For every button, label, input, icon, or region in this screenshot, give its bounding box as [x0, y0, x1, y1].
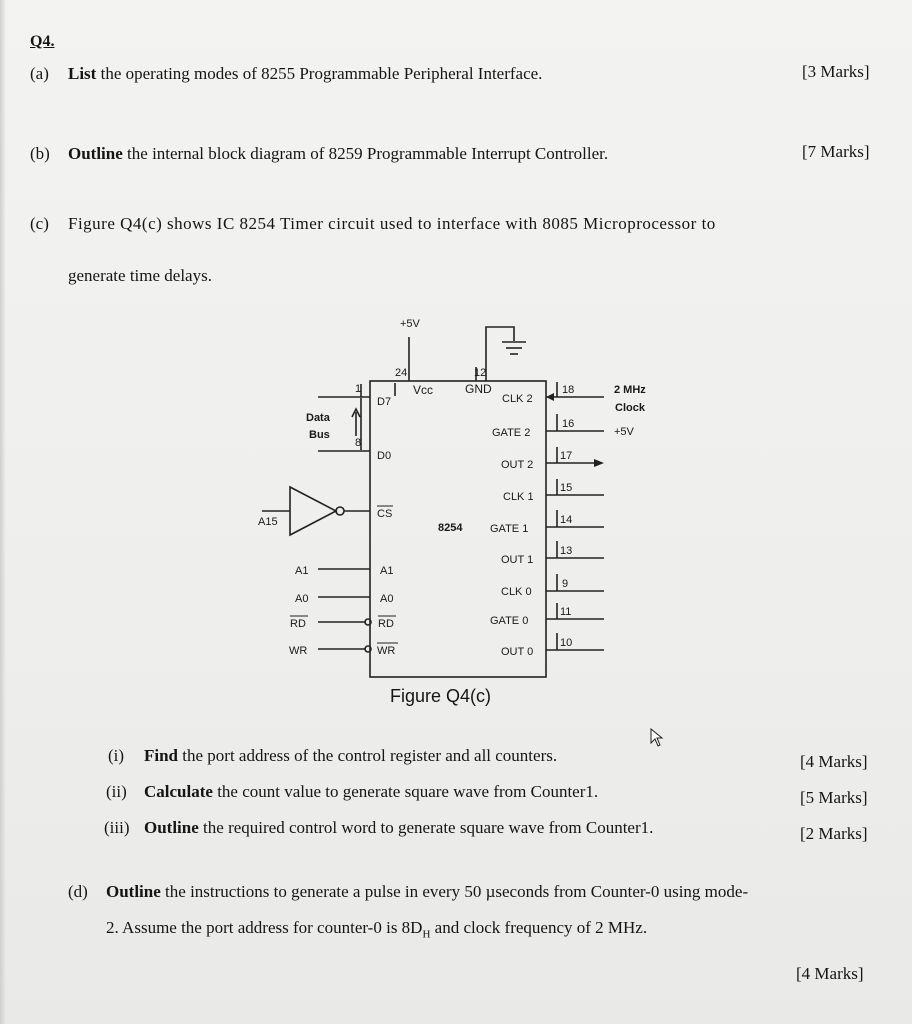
buffer-triangle: [290, 487, 336, 535]
subpart-iii-text: the required control word to generate square wave from Counter1.: [203, 818, 654, 837]
part-b-text: the internal block diagram of 8259 Programmable Interrupt Controller.: [127, 144, 609, 163]
pin-num-17: 17: [560, 450, 573, 462]
part-d-line1: [68, 882, 748, 902]
subpart-i-keyword: Find: [144, 746, 179, 765]
a15-label: A15: [258, 516, 278, 528]
pin-name-gate2: GATE 2: [492, 427, 531, 439]
part-b-keyword: Outline: [68, 144, 123, 163]
pin-num-11: 11: [560, 606, 572, 618]
question-number: Q4.: [30, 33, 55, 50]
part-c-label: (c): [30, 214, 49, 233]
subpart-i-text: the port address of the control register and all counters.: [182, 746, 558, 765]
pin-name-gate0: GATE 0: [490, 615, 529, 627]
subpart-iii: [104, 818, 653, 838]
subpart-ii-label: (ii): [106, 782, 127, 801]
wr-outer-label: WR: [289, 645, 308, 657]
subpart-ii-keyword: Calculate: [144, 782, 213, 801]
pin-num-15: 15: [560, 482, 573, 494]
part-d-label: (d): [68, 882, 88, 901]
d0-label: D0: [377, 450, 392, 462]
mouse-cursor-icon: [650, 728, 666, 748]
pin-num-14: 14: [560, 514, 573, 526]
pin-name-clk0: CLK 0: [501, 586, 532, 598]
subpart-ii: [106, 782, 598, 802]
vcc-label: Vcc: [413, 383, 434, 397]
pin-name-out0: OUT 0: [501, 646, 534, 658]
cs-label: CS: [377, 508, 393, 520]
subpart-i-marks: [4 Marks]: [800, 752, 868, 771]
d7-pin-number: 1: [355, 383, 362, 395]
pin-name-gate1: GATE 1: [490, 523, 529, 535]
supply-label: +5V: [400, 318, 420, 330]
gnd-pin-number: 12: [474, 367, 487, 379]
pin-num-9: 9: [562, 578, 569, 590]
part-d-text-2: 2. Assume the port address for counter-0 is 8D: [106, 918, 423, 937]
gnd-wire: [486, 327, 514, 381]
pin-num-10: 10: [560, 637, 573, 649]
part-b-marks: [7 Marks]: [802, 142, 870, 161]
part-c-text-2: generate time delays.: [68, 266, 212, 285]
data-bus-label-1: Data: [306, 412, 330, 424]
subpart-i-label: (i): [108, 746, 125, 765]
a1-outer-label: A1: [295, 565, 309, 577]
part-a-label: (a): [30, 64, 49, 83]
pin-num-13: 13: [560, 545, 573, 557]
pin-name-clk1: CLK 1: [503, 491, 534, 503]
data-bus-label-2: Bus: [309, 429, 330, 441]
out2-output-arrow: [594, 459, 604, 467]
figure-caption: Figure Q4(c): [390, 686, 492, 706]
subpart-ii-text: the count value to generate square wave from Counter1.: [217, 782, 599, 801]
d0-pin-number: 8: [355, 437, 362, 449]
rd-outer-label: RD: [290, 618, 306, 630]
pin-name-out1: OUT 1: [501, 554, 534, 566]
subpart-i: [108, 746, 557, 766]
part-d-hex-subscript: H: [422, 928, 431, 941]
wr-pin-label: WR: [377, 645, 396, 657]
rd-pin-label: RD: [378, 618, 394, 630]
gnd-label: GND: [465, 382, 492, 396]
part-d-marks: [4 Marks]: [796, 964, 864, 983]
gate2-supply-label: +5V: [614, 426, 634, 438]
a0-outer-label: A0: [295, 593, 309, 605]
chip-name: 8254: [438, 522, 463, 534]
subpart-iii-label: (iii): [104, 818, 130, 837]
part-b-label: (b): [30, 144, 50, 163]
part-d-text-3: and clock frequency of 2 MHz.: [430, 918, 648, 937]
part-a-text: the operating modes of 8255 Programmable Peripheral Interface.: [100, 64, 543, 83]
clk2-input-arrow: [546, 393, 554, 401]
a1-pin-label: A1: [380, 565, 394, 577]
subpart-iii-marks: [2 Marks]: [800, 824, 868, 843]
pin-num-16: 16: [562, 418, 575, 430]
part-a-marks: [3 Marks]: [802, 62, 870, 81]
a0-pin-label: A0: [380, 593, 394, 605]
pin-name-clk2: CLK 2: [502, 393, 533, 405]
vcc-pin-number: 24: [395, 367, 408, 379]
clock-label-1: 2 MHz: [614, 384, 646, 396]
part-d-text-1: the instructions to generate a pulse in every 50 µseconds from Counter-0 using mode-: [165, 882, 749, 901]
part-a-keyword: List: [68, 64, 97, 83]
pin-num-18: 18: [562, 384, 575, 396]
part-c-text-1: Figure Q4(c) shows IC 8254 Timer circuit used to interface with 8085 Microprocessor to: [68, 214, 716, 233]
d7-label: D7: [377, 396, 392, 408]
part-d-keyword: Outline: [106, 882, 161, 901]
subpart-iii-keyword: Outline: [144, 818, 199, 837]
part-d-line2: [106, 918, 647, 944]
pin-name-out2: OUT 2: [501, 459, 534, 471]
subpart-ii-marks: [5 Marks]: [800, 788, 868, 807]
clock-label-2: Clock: [615, 402, 645, 414]
